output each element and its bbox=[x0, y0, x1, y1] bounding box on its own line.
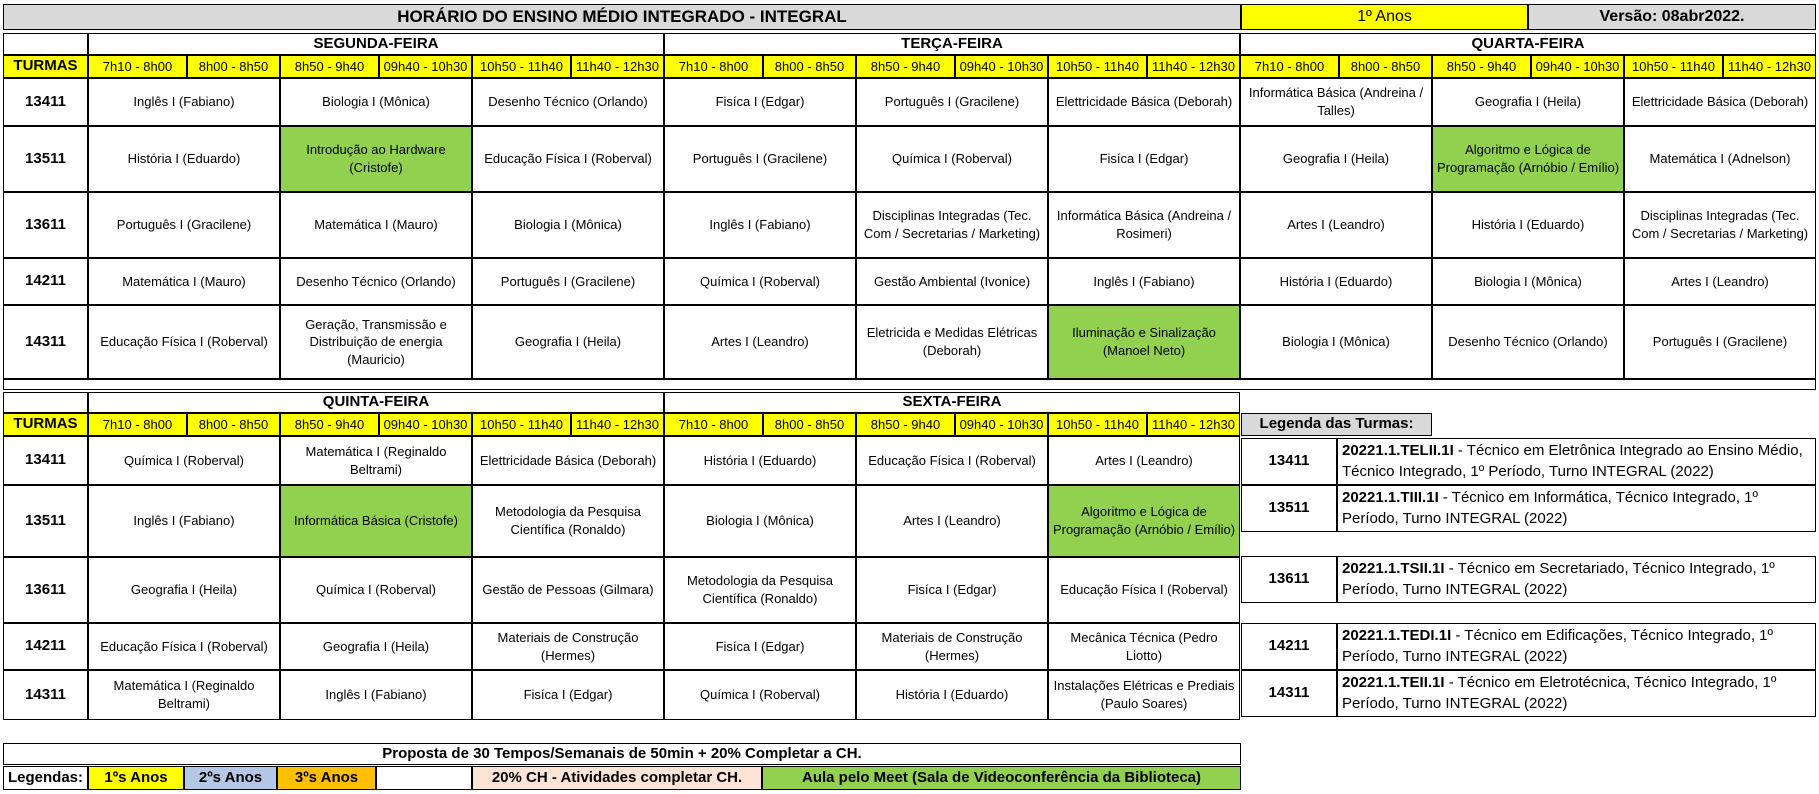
legend-turma-code: 20221.1.TEII.1I bbox=[1342, 674, 1445, 692]
class-cell: Inglês I (Fabiano) bbox=[88, 78, 280, 126]
turmas-blank bbox=[3, 392, 88, 413]
class-cell: Eletricida e Medidas Elétricas (Deborah) bbox=[856, 305, 1048, 379]
time-slot: 8h50 - 9h40 bbox=[856, 413, 955, 436]
legend-label: Legendas: bbox=[3, 766, 88, 790]
class-cell: Matemática I (Adnelson) bbox=[1624, 126, 1816, 192]
time-slot: 09h40 - 10h30 bbox=[955, 413, 1048, 436]
class-cell: Inglês I (Fabiano) bbox=[1048, 258, 1240, 305]
class-cell: História I (Eduardo) bbox=[664, 436, 856, 485]
class-cell: Mecânica Técnica (Pedro Liotto) bbox=[1048, 623, 1240, 670]
time-slot: 8h00 - 8h50 bbox=[187, 413, 280, 436]
class-cell: Fisíca I (Edgar) bbox=[472, 670, 664, 720]
class-cell: Artes I (Leandro) bbox=[1048, 436, 1240, 485]
class-cell: Elettricidade Básica (Deborah) bbox=[1048, 78, 1240, 126]
class-cell: Informática Básica (Cristofe) bbox=[280, 485, 472, 557]
legend-turma-course: - Técnico em Edificações, Técnico Integrado, 1º Período, Turno INTEGRAL (2022) bbox=[1342, 627, 1773, 665]
class-cell: História I (Eduardo) bbox=[856, 670, 1048, 720]
class-cell: Educação Física I (Roberval) bbox=[856, 436, 1048, 485]
time-slot: 10h50 - 11h40 bbox=[1048, 413, 1147, 436]
class-cell: Elettricidade Básica (Deborah) bbox=[1624, 78, 1816, 126]
time-slot: 10h50 - 11h40 bbox=[472, 413, 571, 436]
class-cell: Materiais de Construção (Hermes) bbox=[856, 623, 1048, 670]
turma-id: 13511 bbox=[3, 485, 88, 557]
class-cell: Geografia I (Heila) bbox=[88, 557, 280, 623]
class-cell: Gestão de Pessoas (Gilmara) bbox=[472, 557, 664, 623]
block-separator bbox=[3, 379, 1816, 390]
class-cell: Biologia I (Mônica) bbox=[280, 78, 472, 126]
legend-turma-desc bbox=[1337, 670, 1816, 717]
turmas-blank bbox=[3, 33, 88, 55]
day-header: QUARTA-FEIRA bbox=[1240, 33, 1816, 55]
class-cell: Química I (Roberval) bbox=[664, 258, 856, 305]
class-cell: Matemática I (Mauro) bbox=[280, 192, 472, 258]
time-slot: 11h40 - 12h30 bbox=[571, 55, 664, 78]
legend-turma-id: 13611 bbox=[1241, 556, 1337, 603]
time-slot: 10h50 - 11h40 bbox=[1048, 55, 1147, 78]
legend-turma-desc bbox=[1337, 623, 1816, 670]
turma-id: 13411 bbox=[3, 78, 88, 126]
class-cell: História I (Eduardo) bbox=[1240, 258, 1432, 305]
day-header: SEXTA-FEIRA bbox=[664, 392, 1240, 413]
class-cell: Matemática I (Reginaldo Beltrami) bbox=[88, 670, 280, 720]
class-cell: Artes I (Leandro) bbox=[664, 305, 856, 379]
class-cell: Biologia I (Mônica) bbox=[472, 192, 664, 258]
class-cell: Desenho Técnico (Orlando) bbox=[1432, 305, 1624, 379]
class-cell: Inglês I (Fabiano) bbox=[88, 485, 280, 557]
legend-turma-id: 14311 bbox=[1241, 670, 1337, 717]
time-slot: 7h10 - 8h00 bbox=[88, 413, 187, 436]
class-cell: Matemática I (Reginaldo Beltrami) bbox=[280, 436, 472, 485]
version-label: Versão: 08abr2022. bbox=[1528, 4, 1816, 30]
class-cell: Materiais de Construção (Hermes) bbox=[472, 623, 664, 670]
legend-year3: 3ºs Anos bbox=[277, 766, 376, 790]
time-slot: 7h10 - 8h00 bbox=[664, 413, 763, 436]
time-slot: 09h40 - 10h30 bbox=[379, 413, 472, 436]
class-cell: Informática Básica (Andreina / Talles) bbox=[1240, 78, 1432, 126]
time-slot: 11h40 - 12h30 bbox=[1723, 55, 1816, 78]
time-slot: 11h40 - 12h30 bbox=[571, 413, 664, 436]
legend-turma-text bbox=[1342, 559, 1811, 600]
class-cell: Geografia I (Heila) bbox=[280, 623, 472, 670]
legend-turma-course: - Técnico em Informática, Técnico Integrado, 1º Período, Turno INTEGRAL (2022) bbox=[1342, 489, 1758, 527]
class-cell: Fisíca I (Edgar) bbox=[856, 557, 1048, 623]
class-cell: Química I (Roberval) bbox=[664, 670, 856, 720]
class-cell: Instalações Elétricas e Prediais (Paulo Soares) bbox=[1048, 670, 1240, 720]
class-cell: Algoritmo e Lógica de Programação (Arnóbio / Emílio) bbox=[1048, 485, 1240, 557]
legend-turma-text bbox=[1342, 488, 1811, 529]
time-slot: 11h40 - 12h30 bbox=[1147, 413, 1240, 436]
time-slot: 7h10 - 8h00 bbox=[88, 55, 187, 78]
turma-id: 14211 bbox=[3, 258, 88, 305]
class-cell: Informática Básica (Andreina / Rosimeri) bbox=[1048, 192, 1240, 258]
legend-turma-text bbox=[1342, 673, 1811, 714]
class-cell: Educação Física I (Roberval) bbox=[472, 126, 664, 192]
class-cell: Educação Física I (Roberval) bbox=[1048, 557, 1240, 623]
class-cell: Biologia I (Mônica) bbox=[664, 485, 856, 557]
legend-turma-text bbox=[1342, 626, 1811, 667]
class-cell: Português I (Gracilene) bbox=[664, 126, 856, 192]
class-cell: Metodologia da Pesquisa Científica (Ronaldo) bbox=[472, 485, 664, 557]
time-slot: 8h50 - 9h40 bbox=[856, 55, 955, 78]
class-cell: Fisíca I (Edgar) bbox=[1048, 126, 1240, 192]
footer-proposal: Proposta de 30 Tempos/Semanais de 50min + 20% Completar a CH. bbox=[3, 743, 1241, 765]
time-slot: 8h00 - 8h50 bbox=[763, 413, 856, 436]
class-cell: Introdução ao Hardware (Cristofe) bbox=[280, 126, 472, 192]
legend-turma-code: 20221.1.TEDI.1I bbox=[1342, 627, 1452, 645]
legend-blank bbox=[376, 766, 472, 790]
turma-legend-title: Legenda das Turmas: bbox=[1241, 413, 1432, 436]
time-slot: 8h50 - 9h40 bbox=[280, 413, 379, 436]
class-cell: Artes I (Leandro) bbox=[1240, 192, 1432, 258]
legend-turma-id: 13511 bbox=[1241, 485, 1337, 532]
class-cell: Português I (Gracilene) bbox=[1624, 305, 1816, 379]
legend-turma-course: - Técnico em Eletrônica Integrado ao Ensino Médio, Técnico Integrado, 1º Período, Turno INTEGRAL (2022) bbox=[1342, 442, 1803, 480]
class-cell: Educação Física I (Roberval) bbox=[88, 623, 280, 670]
day-header: SEGUNDA-FEIRA bbox=[88, 33, 664, 55]
legend-turma-course: - Técnico em Secretariado, Técnico Integrado, 1º Período, Turno INTEGRAL (2022) bbox=[1342, 560, 1775, 598]
time-slot: 8h50 - 9h40 bbox=[1432, 55, 1531, 78]
class-cell: Geração, Transmissão e Distribuição de energia (Mauricio) bbox=[280, 305, 472, 379]
class-cell: Iluminação e Sinalização (Manoel Neto) bbox=[1048, 305, 1240, 379]
time-slot: 09h40 - 10h30 bbox=[955, 55, 1048, 78]
class-cell: Fisíca I (Edgar) bbox=[664, 78, 856, 126]
class-cell: História I (Eduardo) bbox=[1432, 192, 1624, 258]
legend-turma-desc bbox=[1337, 556, 1816, 603]
class-cell: Artes I (Leandro) bbox=[856, 485, 1048, 557]
class-cell: Inglês I (Fabiano) bbox=[280, 670, 472, 720]
legend-turma-code: 20221.1.TSII.1I bbox=[1342, 560, 1445, 578]
class-cell: Inglês I (Fabiano) bbox=[664, 192, 856, 258]
legend-year2: 2ºs Anos bbox=[184, 766, 277, 790]
turma-id: 13611 bbox=[3, 557, 88, 623]
legend-turma-id: 14211 bbox=[1241, 623, 1337, 670]
legend-turma-desc bbox=[1337, 438, 1816, 485]
turmas-header: TURMAS bbox=[3, 413, 88, 436]
class-cell: Química I (Roberval) bbox=[280, 557, 472, 623]
legend-turma-id: 13411 bbox=[1241, 438, 1337, 485]
class-cell: Metodologia da Pesquisa Científica (Ronaldo) bbox=[664, 557, 856, 623]
class-cell: Fisíca I (Edgar) bbox=[664, 623, 856, 670]
time-slot: 8h50 - 9h40 bbox=[280, 55, 379, 78]
class-cell: Desenho Técnico (Orlando) bbox=[472, 78, 664, 126]
day-header: TERÇA-FEIRA bbox=[664, 33, 1240, 55]
class-cell: Português I (Gracilene) bbox=[88, 192, 280, 258]
class-cell: Geografia I (Heila) bbox=[1240, 126, 1432, 192]
class-cell: Português I (Gracilene) bbox=[472, 258, 664, 305]
day-header: QUINTA-FEIRA bbox=[88, 392, 664, 413]
legend-turma-text bbox=[1342, 441, 1811, 482]
legend-turma-course: - Técnico em Eletrotécnica, Técnico Integrado, 1º Período, Turno INTEGRAL (2022) bbox=[1342, 674, 1777, 712]
time-slot: 8h00 - 8h50 bbox=[763, 55, 856, 78]
class-cell: Disciplinas Integradas (Tec. Com / Secretarias / Marketing) bbox=[856, 192, 1048, 258]
class-cell: Português I (Gracilene) bbox=[856, 78, 1048, 126]
class-cell: Biologia I (Mônica) bbox=[1432, 258, 1624, 305]
turmas-header: TURMAS bbox=[3, 55, 88, 78]
legend-turma-code: 20221.1.TELII.1I bbox=[1342, 442, 1454, 460]
class-cell: Algoritmo e Lógica de Programação (Arnóbio / Emílio) bbox=[1432, 126, 1624, 192]
class-cell: Matemática I (Mauro) bbox=[88, 258, 280, 305]
class-cell: Elettricidade Básica (Deborah) bbox=[472, 436, 664, 485]
class-cell: Química I (Roberval) bbox=[88, 436, 280, 485]
class-cell: Geografia I (Heila) bbox=[472, 305, 664, 379]
time-slot: 8h00 - 8h50 bbox=[187, 55, 280, 78]
time-slot: 10h50 - 11h40 bbox=[472, 55, 571, 78]
turma-id: 14311 bbox=[3, 305, 88, 379]
class-cell: Geografia I (Heila) bbox=[1432, 78, 1624, 126]
class-cell: História I (Eduardo) bbox=[88, 126, 280, 192]
turma-id: 13611 bbox=[3, 192, 88, 258]
time-slot: 7h10 - 8h00 bbox=[1240, 55, 1339, 78]
class-cell: Artes I (Leandro) bbox=[1624, 258, 1816, 305]
time-slot: 8h00 - 8h50 bbox=[1339, 55, 1432, 78]
class-cell: Disciplinas Integradas (Tec. Com / Secretarias / Marketing) bbox=[1624, 192, 1816, 258]
class-cell: Desenho Técnico (Orlando) bbox=[280, 258, 472, 305]
turma-id: 13511 bbox=[3, 126, 88, 192]
year-label: 1º Anos bbox=[1241, 4, 1528, 30]
time-slot: 7h10 - 8h00 bbox=[664, 55, 763, 78]
legend-turma-desc bbox=[1337, 485, 1816, 532]
turma-id: 14311 bbox=[3, 670, 88, 720]
legend-year1: 1ºs Anos bbox=[88, 766, 184, 790]
class-cell: Química I (Roberval) bbox=[856, 126, 1048, 192]
time-slot: 09h40 - 10h30 bbox=[379, 55, 472, 78]
class-cell: Biologia I (Mônica) bbox=[1240, 305, 1432, 379]
legend-ch: 20% CH - Atividades completar CH. bbox=[472, 766, 762, 790]
class-cell: Educação Física I (Roberval) bbox=[88, 305, 280, 379]
time-slot: 11h40 - 12h30 bbox=[1147, 55, 1240, 78]
time-slot: 09h40 - 10h30 bbox=[1531, 55, 1624, 78]
turma-id: 13411 bbox=[3, 436, 88, 485]
turma-id: 14211 bbox=[3, 623, 88, 670]
time-slot: 10h50 - 11h40 bbox=[1624, 55, 1723, 78]
page-title: HORÁRIO DO ENSINO MÉDIO INTEGRADO - INTEGRAL bbox=[3, 4, 1241, 30]
legend-meet: Aula pelo Meet (Sala de Videoconferência da Biblioteca) bbox=[762, 766, 1241, 790]
class-cell: Gestão Ambiental (Ivonice) bbox=[856, 258, 1048, 305]
legend-turma-code: 20221.1.TIII.1I bbox=[1342, 489, 1439, 507]
